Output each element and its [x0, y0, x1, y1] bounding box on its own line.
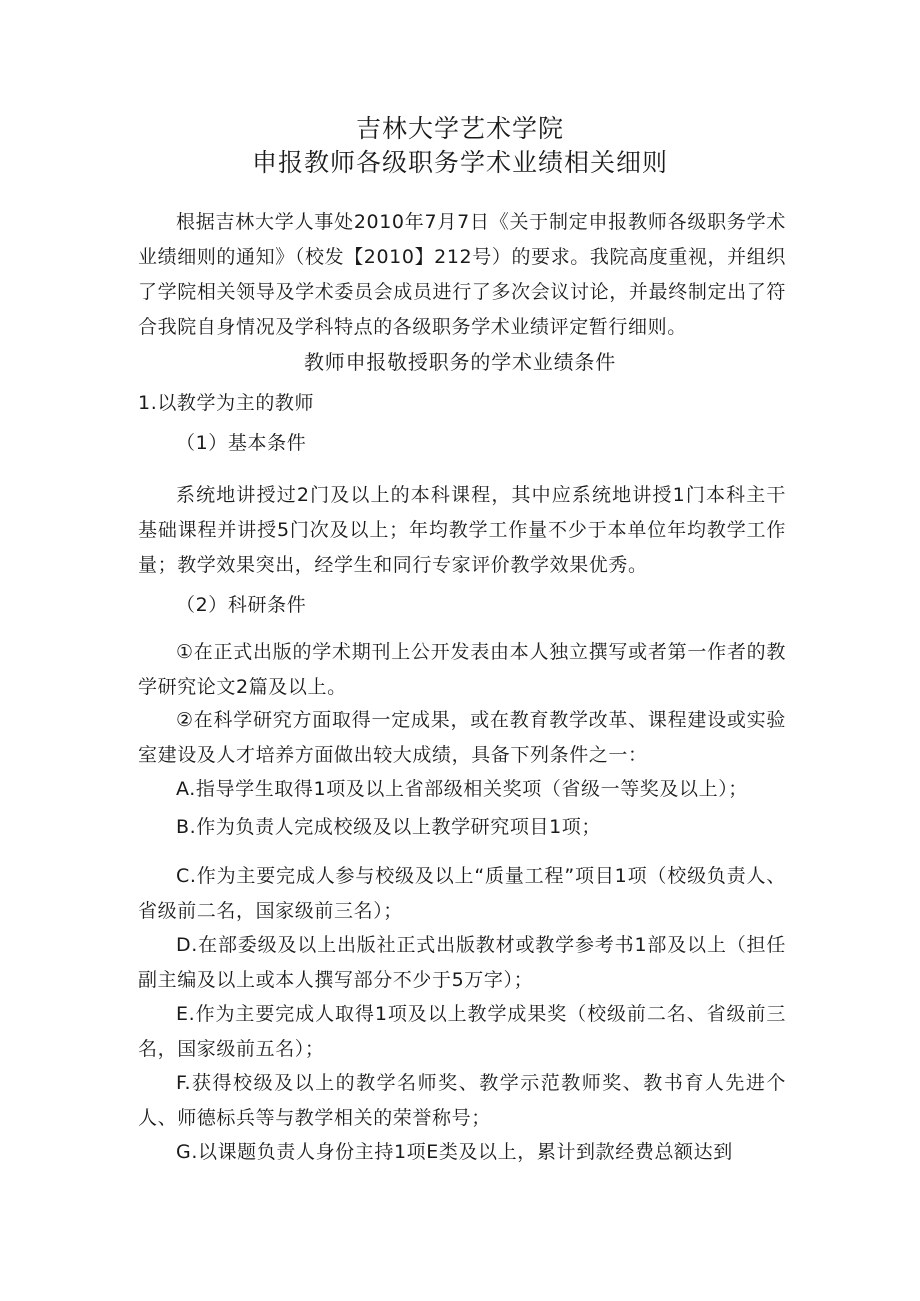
- basic-conditions-heading: （1）基本条件: [176, 432, 307, 454]
- research-item-2: ②在科学研究方面取得一定成果，或在教育教学改革、课程建设或实验室建设及人才培养方面做出较大成绩，具备下列条件之一：: [138, 709, 786, 766]
- condition-b: B.作为负责人完成校级及以上教学研究项目1项；: [176, 816, 601, 838]
- section-heading: 教师申报敬授职务的学术业绩条件: [304, 350, 616, 374]
- condition-g: G.以课题负责人身份主持1项E类及以上，累计到款经费总额达到: [176, 1141, 733, 1163]
- condition-f: F.获得校级及以上的教学名师奖、教学示范教师奖、教书育人先进个人、师德标兵等与教学相关的荣誉称号；: [138, 1072, 786, 1129]
- intro-paragraph: 根据吉林大学人事处2010年7月7日《关于制定申报教师各级职务学术业绩细则的通知》（校发【2010】212号）的要求。我院高度重视，并组织了学院相关领导及学术委员会成员进行了多次会议讨论，并最终制定出了符合我院自身情况及学科特点的各级职务学术业绩评定暂行细则。: [138, 211, 786, 338]
- basic-conditions-text: 系统地讲授过2门及以上的本科课程，其中应系统地讲授1门本科主干基础课程并讲授5门次及以上；年均教学工作量不少于本单位年均教学工作量；教学效果突出，经学生和同行专家评价教学效果优秀。: [138, 484, 786, 576]
- condition-c: C.作为主要完成人参与校级及以上“质量工程”项目1项（校级负责人、省级前二名，国家级前三名）；: [138, 865, 786, 922]
- item-1-heading: 1.以教学为主的教师: [138, 392, 315, 414]
- research-item-1: ①在正式出版的学术期刊上公开发表由本人独立撰写或者第一作者的教学研究论文2篇及以上。: [138, 641, 786, 698]
- condition-a: A.指导学生取得1项及以上省部级相关奖项（省级一等奖及以上）；: [176, 778, 748, 800]
- title-line-1: 吉林大学艺术学院: [355, 114, 564, 143]
- title-line-2: 申报教师各级职务学术业绩相关细则: [251, 148, 668, 177]
- condition-e: E.作为主要完成人取得1项及以上教学成果奖（校级前二名、省级前三名，国家级前五名）；: [138, 1003, 786, 1060]
- condition-d: D.在部委级及以上出版社正式出版教材或教学参考书1部及以上（担任副主编及以上或本人撰写部分不少于5万字）；: [138, 934, 786, 991]
- research-conditions-heading: （2）科研条件: [176, 594, 307, 616]
